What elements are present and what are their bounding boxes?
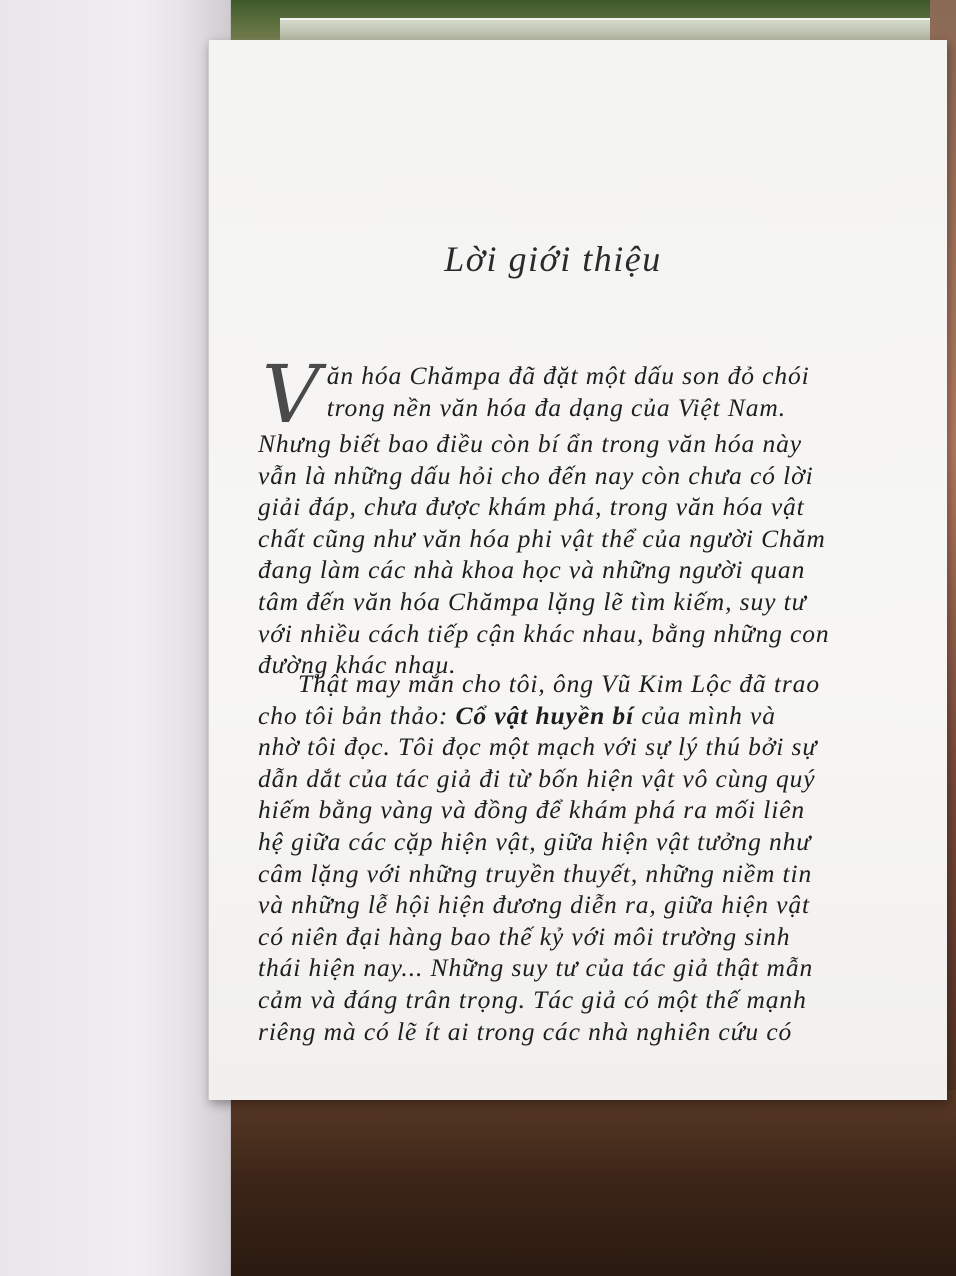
text-line: vẫn là những dấu hỏi cho đến nay còn chưa có lời	[258, 460, 814, 490]
text-line: trong nền văn hóa đa dạng của Việt Nam.	[326, 392, 787, 422]
text-line: Nhưng biết bao điều còn bí ẩn trong văn hóa này	[258, 429, 802, 458]
text-line: giải đáp, chưa được khám phá, trong văn hóa vật	[258, 492, 805, 522]
text-line: đường khác nhau.	[258, 650, 457, 680]
text-line: tâm đến văn hóa Chămpa lặng lẽ tìm kiếm, suy tư	[258, 586, 807, 616]
paragraph-2	[258, 668, 848, 1047]
text-line: hiếm bằng vàng và đồng để khám phá ra mối liên	[258, 795, 806, 825]
text-line: chất cũng như văn hóa phi vật thể của người Chăm	[258, 523, 826, 553]
paragraph-1	[258, 348, 848, 681]
text-line: với nhiều cách tiếp cận khác nhau, bằng những con	[258, 618, 830, 648]
page-heading: Lời giới thiệu	[444, 239, 662, 279]
text-line: đang làm các nhà khoa học và những người quan	[258, 555, 806, 585]
book-title: Cổ vật huyền bí	[455, 700, 635, 730]
text-line: nhờ tôi đọc. Tôi đọc một mạch với sự lý thú bởi sự	[258, 732, 818, 762]
text-line: Thật may mắn cho tôi, ông Vũ Kim Lộc đã trao	[298, 669, 820, 698]
text-line: dẫn dắt của tác giả đi từ bốn hiện vật vô cùng quý	[258, 763, 816, 793]
text-line: có niên đại hàng bao thế kỷ với môi trường sinh	[258, 921, 791, 951]
text-line: thái hiện nay... Những suy tư của tác giả thật mẫn	[258, 953, 814, 983]
text-fragment: cho tôi bản thảo:	[258, 700, 456, 730]
text-line-with-title	[258, 700, 848, 732]
text-line: và những lễ hội hiện đương diễn ra, giữa hiện vật	[258, 890, 810, 920]
text-line: riêng mà có lẽ ít ai trong các nhà nghiên cứu có	[258, 1016, 793, 1046]
text-line: câm lặng với những truyền thuyết, những niềm tin	[258, 858, 813, 888]
text-line: cảm và đáng trân trọng. Tác giả có một thế mạnh	[258, 984, 807, 1014]
text-line: hệ giữa các cặp hiện vật, giữa hiện vật tưởng như	[258, 826, 812, 856]
drop-cap: V	[262, 348, 321, 441]
text-line: ăn hóa Chămpa đã đặt một dấu son đỏ chói	[326, 361, 810, 390]
text-fragment: của mình và	[634, 700, 776, 730]
